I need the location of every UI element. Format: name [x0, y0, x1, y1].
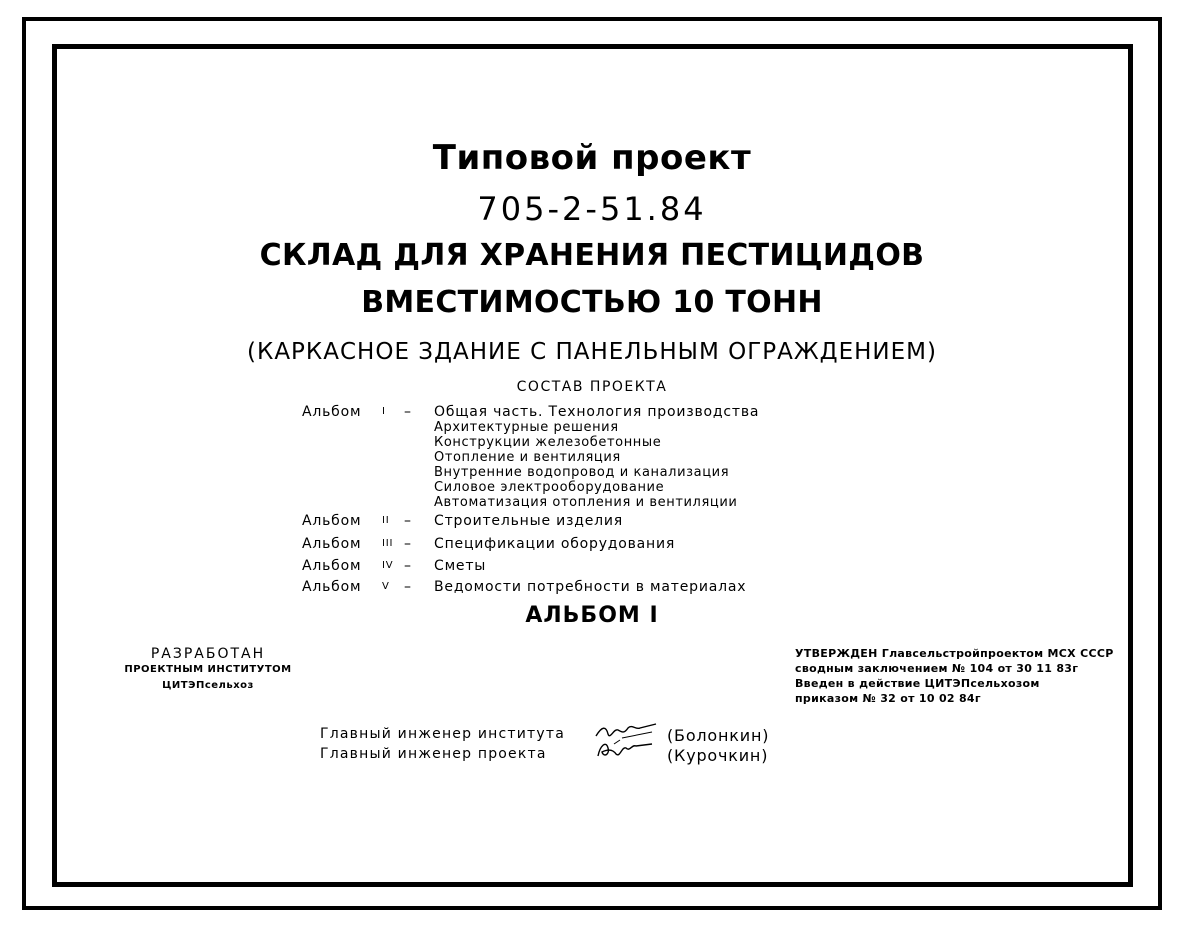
album-description: Строительные изделия — [434, 513, 624, 529]
album-dash: – — [404, 404, 412, 420]
album-label: Альбом — [302, 558, 362, 574]
signature-role: Главный инженер института — [320, 726, 566, 742]
approval-line: УТВЕРЖДЕН Главсельстройпроектом МСХ СССР — [795, 647, 1114, 660]
album-dash: – — [404, 558, 412, 574]
album-label: Альбом — [302, 579, 362, 595]
album1-item: Отопление и вентиляция — [434, 450, 621, 465]
album-label: Альбом — [302, 536, 362, 552]
album1-item: Силовое электрооборудование — [434, 480, 665, 495]
composition-heading: СОСТАВ ПРОЕКТА — [516, 379, 668, 395]
album-number: V — [382, 581, 390, 592]
document-type: Типовой проект — [432, 138, 752, 178]
developer-line: ПРОЕКТНЫМ ИНСТИТУТОМ — [124, 664, 292, 675]
project-title-line1: СКЛАД ДЛЯ ХРАНЕНИЯ ПЕСТИЦИДОВ — [259, 238, 925, 273]
album1-contents — [434, 420, 737, 510]
album-dash: – — [404, 579, 412, 595]
signatory-name: (Болонкин) — [667, 726, 770, 745]
album-number: III — [382, 538, 394, 549]
project-number: 705-2-51.84 — [477, 190, 707, 228]
album-dash: – — [404, 536, 412, 552]
album-dash: – — [404, 513, 412, 529]
album-label: Альбом — [302, 513, 362, 529]
signature-role: Главный инженер проекта — [320, 746, 547, 762]
album1-item: Архитектурные решения — [434, 420, 619, 435]
album1-item: Автоматизация отопления и вентиляции — [434, 495, 738, 510]
album-number: II — [382, 515, 390, 526]
album-description: Сметы — [434, 558, 487, 574]
project-subtitle: (КАРКАСНОЕ ЗДАНИЕ С ПАНЕЛЬНЫМ ОГРАЖДЕНИЕМ) — [247, 339, 937, 365]
project-title-line2: ВМЕСТИМОСТЬЮ 10 ТОНН — [361, 285, 823, 320]
album-description: Общая часть. Технология производства — [434, 404, 760, 420]
signatory-name: (Курочкин) — [667, 746, 769, 765]
approval-line: Введен в действие ЦИТЭПсельхозом — [795, 677, 1040, 690]
album-description: Спецификации оборудования — [434, 536, 676, 552]
current-album: АЛЬБОМ I — [525, 603, 659, 628]
developer-line: ЦИТЭПсельхоз — [162, 680, 254, 691]
album1-item: Конструкции железобетонные — [434, 435, 662, 450]
handwritten-signature — [592, 736, 662, 762]
album1-item: Внутренние водопровод и канализация — [434, 465, 730, 480]
approval-line: сводным заключением № 104 от 30 11 83г — [795, 662, 1079, 675]
album-description: Ведомости потребности в материалах — [434, 579, 747, 595]
developer-heading: РАЗРАБОТАН — [150, 646, 266, 662]
album-number: I — [382, 406, 386, 417]
developer-block — [108, 646, 308, 694]
album-label: Альбом — [302, 404, 362, 420]
album-number: IV — [382, 560, 394, 571]
approval-block — [795, 646, 1114, 706]
approval-line: приказом № 32 от 10 02 84г — [795, 692, 981, 705]
